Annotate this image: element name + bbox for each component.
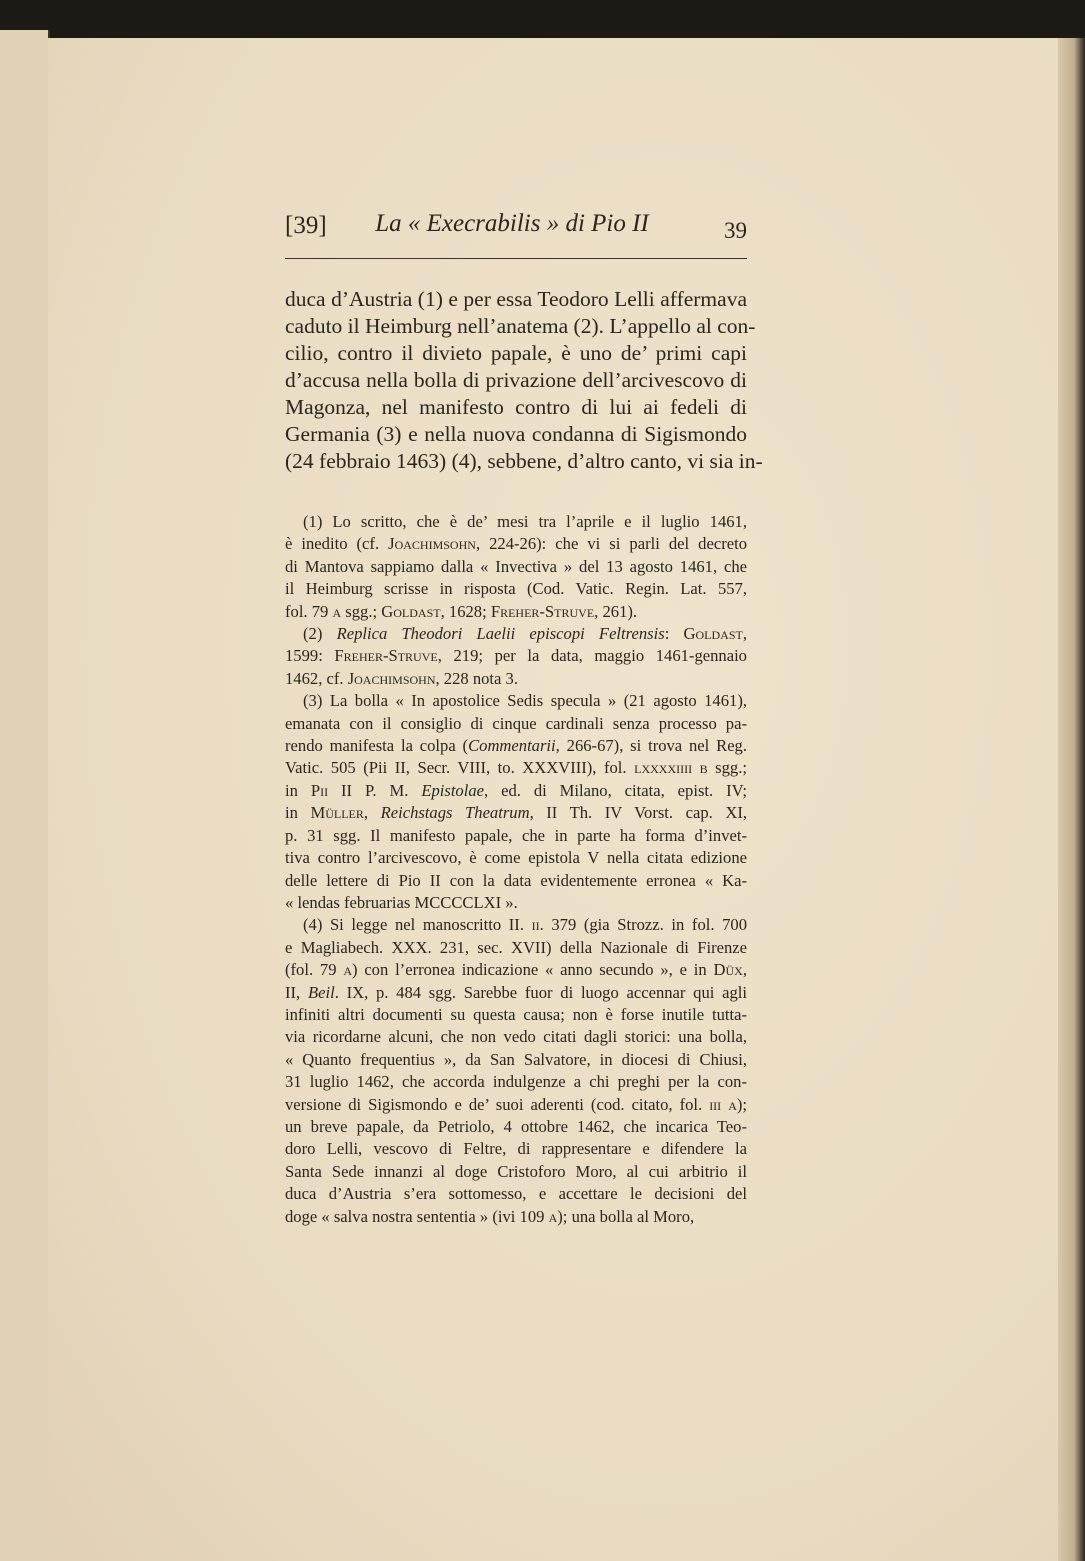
italic-text: Reichstags Theatrum (380, 803, 530, 823)
footnote-4 (285, 914, 747, 1228)
text-run: p. 31 sgg. Il manifesto papale, che in parte ha forma d’invet- (285, 825, 747, 845)
text-run: , 228 nota 3. (435, 668, 518, 688)
body-line: Germania (3) e nella nuova condanna di Sigismondo (285, 422, 747, 446)
italic-text: Beil (307, 982, 335, 1002)
footnote-line (285, 1161, 747, 1183)
small-caps-text: Joachimsohn (388, 534, 476, 554)
text-run: Vatic. 505 (Pii II, Secr. VIII, to. XXXVIII), fol. (285, 758, 635, 778)
text-run: e Magliabech. XXX. 231, sec. XVII) della Nazionale di Firenze (285, 937, 747, 957)
text-run: duca d’Austria s’era sottomesso, e accettare le decisioni del (285, 1184, 747, 1204)
facing-page-edge (0, 30, 50, 1561)
text-run: tiva contro l’arcivescovo, è come epistola V nella citata edizione (285, 848, 747, 868)
footnote-line (285, 690, 747, 712)
footnote-line (285, 1071, 747, 1093)
small-caps-text: Goldast (381, 601, 441, 621)
footnote-line (285, 1206, 747, 1228)
small-caps-text: Joachimsohn (347, 668, 436, 688)
text-run: ) con l’erronea indicazione « anno secundo », e in (351, 960, 714, 980)
page-number: 39 (724, 218, 747, 243)
footnote-line (285, 757, 747, 779)
footnote-line (285, 870, 747, 892)
italic-text: Epistolae (421, 780, 484, 800)
footnote-line (285, 668, 747, 690)
text-run: infiniti altri documenti su questa causa; non è forse inutile tutta- (285, 1004, 747, 1024)
footnote-line (285, 1026, 747, 1048)
footnote-line (285, 825, 747, 847)
body-line: caduto il Heimburg nell’anatema (2). L’appello al con- (285, 314, 756, 338)
italic-text: Replica Theodori Laelii episcopi Feltrensis (336, 624, 665, 644)
small-caps-text: a (332, 601, 342, 621)
footnote-line (285, 1004, 747, 1026)
text-run: (fol. 79 (285, 960, 344, 980)
small-caps-text: Pii (310, 780, 329, 800)
text-run: versione di Sigismondo e de’ suoi aderenti (cod. citato, fol. (285, 1094, 710, 1114)
body-line: duca d’Austria (1) e per essa Teodoro Lelli affermava (285, 287, 747, 311)
text-run: in (285, 803, 311, 823)
small-caps-text: Düx (713, 960, 743, 980)
text-run: ); una bolla al Moro, (557, 1206, 695, 1226)
text-run: , ed. di Milano, citata, epist. IV; (484, 780, 747, 800)
text-run: « Quanto frequentius », da San Salvatore, in diocesi di Chiusi, (285, 1049, 747, 1069)
text-run: , (742, 624, 747, 644)
footnote-line (285, 914, 747, 936)
small-caps-text: lxxxxiiii b (634, 758, 708, 778)
footnote-line (285, 645, 747, 667)
text-run: di Mantova sappiamo dalla « Invectiva » del 13 agosto 1461, che (285, 556, 747, 576)
text-run: 1599: (285, 646, 335, 666)
footnote-1 (285, 511, 747, 623)
small-caps-text: iii a (709, 1094, 737, 1114)
text-run: doge « salva nostra sententia » (ivi 109 (285, 1206, 549, 1226)
small-caps-text: Goldast (683, 624, 743, 644)
text-run: fol. 79 (285, 601, 333, 621)
body-line: d’accusa nella bolla di privazione dell’arcivescovo di (285, 368, 747, 392)
small-caps-text: a (343, 960, 352, 980)
running-title: La « Execrabilis » di Pio II (375, 210, 649, 237)
text-run: via ricordarne alcuni, che non vedo citati dagli storici: una bolla, (285, 1027, 747, 1047)
text-run: 1462, cf. (285, 668, 348, 688)
footnote-line (285, 780, 747, 802)
small-caps-text: Freher-Struve (334, 646, 438, 666)
text-run: , 266-67), si trova nel Reg. (555, 736, 747, 756)
text-run: in (285, 780, 311, 800)
text-run: rendo manifesta la colpa ( (285, 736, 469, 756)
text-run: (2) (303, 624, 337, 644)
footnote-line (285, 623, 747, 645)
text-run: doro Lelli, vescovo di Feltre, di rappresentare e difendere la (285, 1139, 747, 1159)
text-run: emanata con il consiglio di cinque cardinali senza processo pa- (285, 713, 747, 733)
text-run: , 1628; (440, 601, 491, 621)
small-caps-text: Müller (310, 803, 364, 823)
footnote-line (285, 982, 747, 1004)
footnote-line (285, 937, 747, 959)
footnote-line (285, 713, 747, 735)
text-run: . IX, p. 484 sgg. Sarebbe fuor di luogo accennar qui agli (334, 982, 747, 1002)
footnote-line (285, 959, 747, 981)
text-run: , (742, 960, 747, 980)
footnote-line (285, 601, 747, 623)
running-header (285, 210, 747, 250)
text-run: , (363, 803, 381, 823)
footnote-line (285, 1138, 747, 1160)
footnote-line (285, 892, 747, 914)
text-run: sgg.; (707, 758, 747, 778)
footnote-line (285, 735, 747, 757)
text-run: è inedito (cf. (285, 534, 389, 554)
small-caps-text: ii (531, 915, 540, 935)
text-run: : (664, 624, 684, 644)
body-line: (24 febbraio 1463) (4), sebbene, d’altro canto, vi sia in- (285, 449, 763, 473)
text-run: (3) La bolla « In apostolice Sedis specula » (21 agosto 1461), (303, 691, 747, 711)
small-caps-text: Freher-Struve (490, 601, 595, 621)
text-run: il Heimburg scrisse in risposta (Cod. Vatic. Regin. Lat. 557, (285, 579, 747, 599)
header-rule (285, 258, 747, 259)
scan-top-edge (0, 0, 1085, 38)
footnote-2 (285, 623, 747, 690)
text-run: II, (285, 982, 308, 1002)
text-run: « lendas februarias MCCCCLXI ». (285, 892, 518, 912)
text-run: delle lettere di Pio II con la data evidentemente erronea « Ka- (285, 870, 747, 890)
text-run: II P. M. (328, 780, 422, 800)
footnote-line (285, 556, 747, 578)
footnote-line (285, 1183, 747, 1205)
text-run: sgg.; (341, 601, 382, 621)
page-right-edge (1058, 38, 1085, 1561)
footnotes (285, 511, 747, 1228)
body-text (285, 286, 763, 475)
text-run: , II Th. IV Vorst. cap. XI, (529, 803, 748, 823)
footnote-line (285, 1094, 747, 1116)
footnote-line (285, 533, 747, 555)
footnote-line (285, 578, 747, 600)
body-line: cilio, contro il divieto papale, è uno de’ primi capi (285, 341, 747, 365)
text-run: (4) Si legge nel manoscritto II. (303, 915, 532, 935)
text-run: (1) Lo scritto, che è de’ mesi tra l’aprile e il luglio 1461, (303, 512, 747, 531)
text-run: . 379 (gia Strozz. in fol. 700 (539, 915, 747, 935)
small-caps-text: a (548, 1206, 558, 1226)
footnote-line (285, 1116, 747, 1138)
footnote-line (285, 1049, 747, 1071)
text-run: , 219; per la data, maggio 1461-gennaio (437, 646, 747, 666)
body-line: Magonza, nel manifesto contro di lui ai fedeli di (285, 395, 747, 419)
footnote-line (285, 847, 747, 869)
footnote-line (285, 511, 747, 533)
text-run: un breve papale, da Petriolo, 4 ottobre 1462, che incarica Teo- (285, 1116, 747, 1136)
text-run: Santa Sede innanzi al doge Cristoforo Moro, al cui arbitrio il (285, 1161, 747, 1181)
footnote-line (285, 802, 747, 824)
text-run: , 261). (594, 601, 638, 621)
text-run: 31 luglio 1462, che accorda indulgenze a chi preghi per la con- (285, 1072, 747, 1092)
footnote-3 (285, 690, 747, 914)
italic-text: Commentarii (468, 736, 556, 756)
text-run: ); (736, 1094, 747, 1114)
header-page-ref: [39] (285, 212, 327, 239)
text-run: , 224-26): che vi si parli del decreto (475, 534, 747, 554)
